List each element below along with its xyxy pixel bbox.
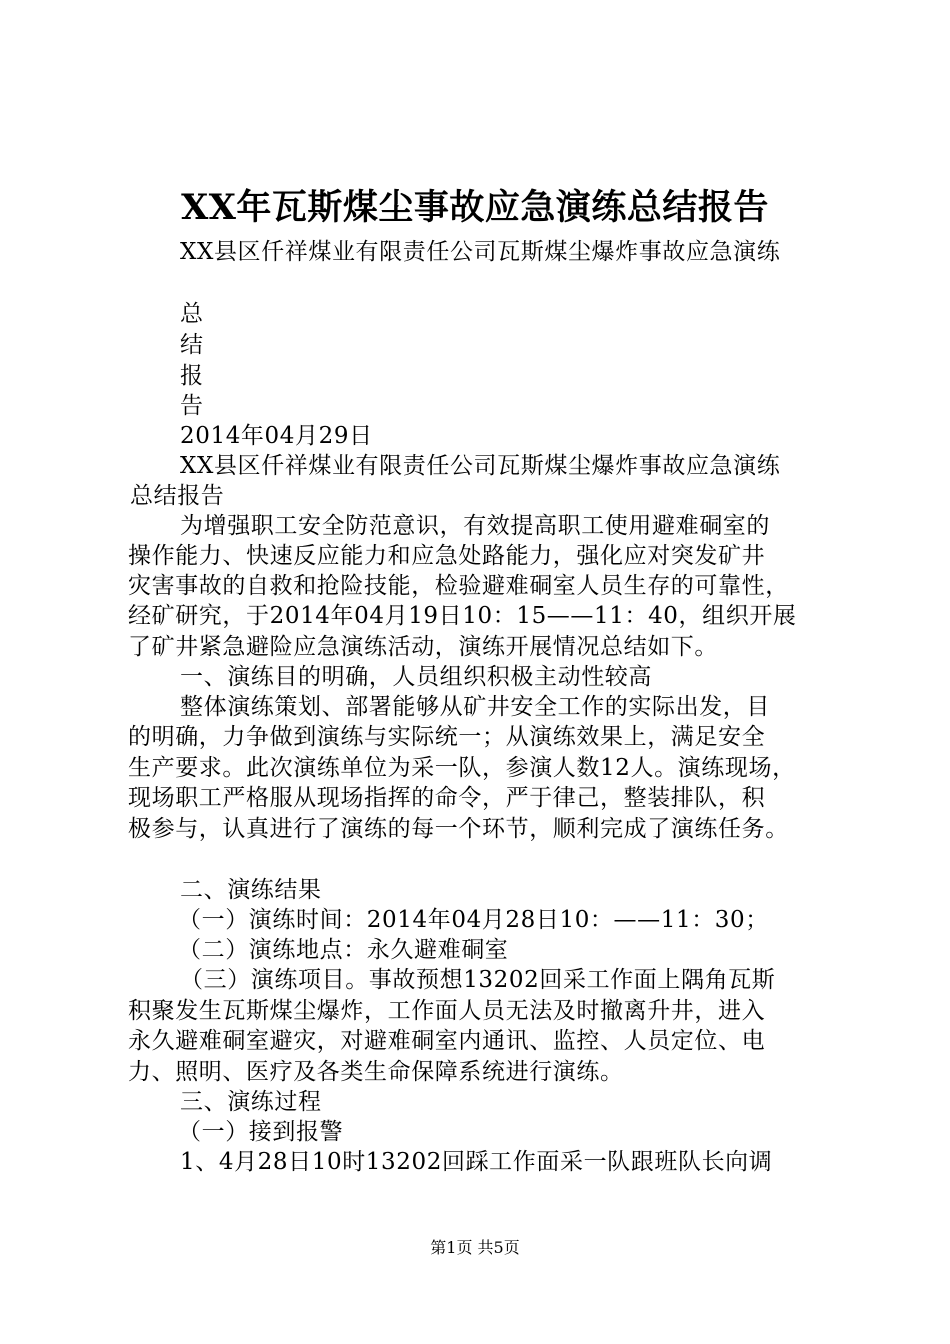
vertical-char: 报	[180, 363, 203, 389]
paragraph-line: 永久避难硐室避灾，对避难硐室内通讯、监控、人员定位、电	[128, 1028, 766, 1054]
heading-line: XX县区仟祥煤业有限责任公司瓦斯煤尘爆炸事故应急演练	[180, 453, 781, 479]
paragraph-line: 积聚发生瓦斯煤尘爆炸，工作面人员无法及时撤离升井，进入	[128, 998, 766, 1024]
section-heading: 二、演练结果	[180, 877, 322, 903]
paragraph-line: 极参与，认真进行了演练的每一个环节，顺利完成了演练任务。	[128, 816, 789, 842]
paragraph-line: 的明确，力争做到演练与实际统一；从演练效果上，满足安全	[128, 724, 766, 750]
paragraph-line: （三）演练项目。事故预想13202回采工作面上隅角瓦斯	[180, 967, 776, 993]
subsection-heading: （一）接到报警	[178, 1119, 344, 1145]
subtitle: XX县区仟祥煤业有限责任公司瓦斯煤尘爆炸事故应急演练	[180, 239, 781, 265]
paragraph-line: 了矿井紧急避险应急演练活动，演练开展情况总结如下。	[128, 634, 718, 660]
paragraph-line: 1、4月28日10时13202回踩工作面采一队跟班队长向调	[180, 1149, 773, 1175]
vertical-char: 告	[180, 393, 203, 419]
paragraph-line: 生产要求。此次演练单位为采一队，参演人数12人。演练现场，	[128, 755, 796, 781]
paragraph-line: 现场职工严格服从现场指挥的命令，严于律己，整装排队，积	[128, 785, 766, 811]
section-heading: 三、演练过程	[180, 1089, 322, 1115]
heading-line: 总结报告	[130, 483, 225, 509]
paragraph-line: 力、照明、医疗及各类生命保障系统进行演练。	[128, 1059, 624, 1085]
paragraph-line: 操作能力、快速反应能力和应急处路能力，强化应对突发矿井	[128, 543, 766, 569]
paragraph-line: 整体演练策划、部署能够从矿井安全工作的实际出发，目	[180, 694, 770, 720]
vertical-char: 总	[180, 301, 203, 327]
section-heading: 一、演练目的明确，人员组织积极主动性较高	[180, 664, 652, 690]
list-item: （一）演练时间：2014年04月28日10：——11：30；	[178, 907, 769, 933]
paragraph-line: 灾害事故的自救和抢险技能，检验避难硐室人员生存的可靠性，	[128, 573, 789, 599]
page-footer: 第1页 共5页	[430, 1238, 520, 1257]
paragraph-line: 经矿研究，于2014年04月19日10：15——11：40，组织开展	[128, 603, 797, 629]
list-item: （二）演练地点：永久避难硐室	[178, 937, 509, 963]
paragraph-line: 为增强职工安全防范意识，有效提高职工使用避难硐室的	[180, 513, 770, 539]
vertical-char: 结	[180, 332, 203, 358]
report-date: 2014年04月29日	[180, 423, 373, 449]
document-title: XX年瓦斯煤尘事故应急演练总结报告	[181, 187, 769, 228]
